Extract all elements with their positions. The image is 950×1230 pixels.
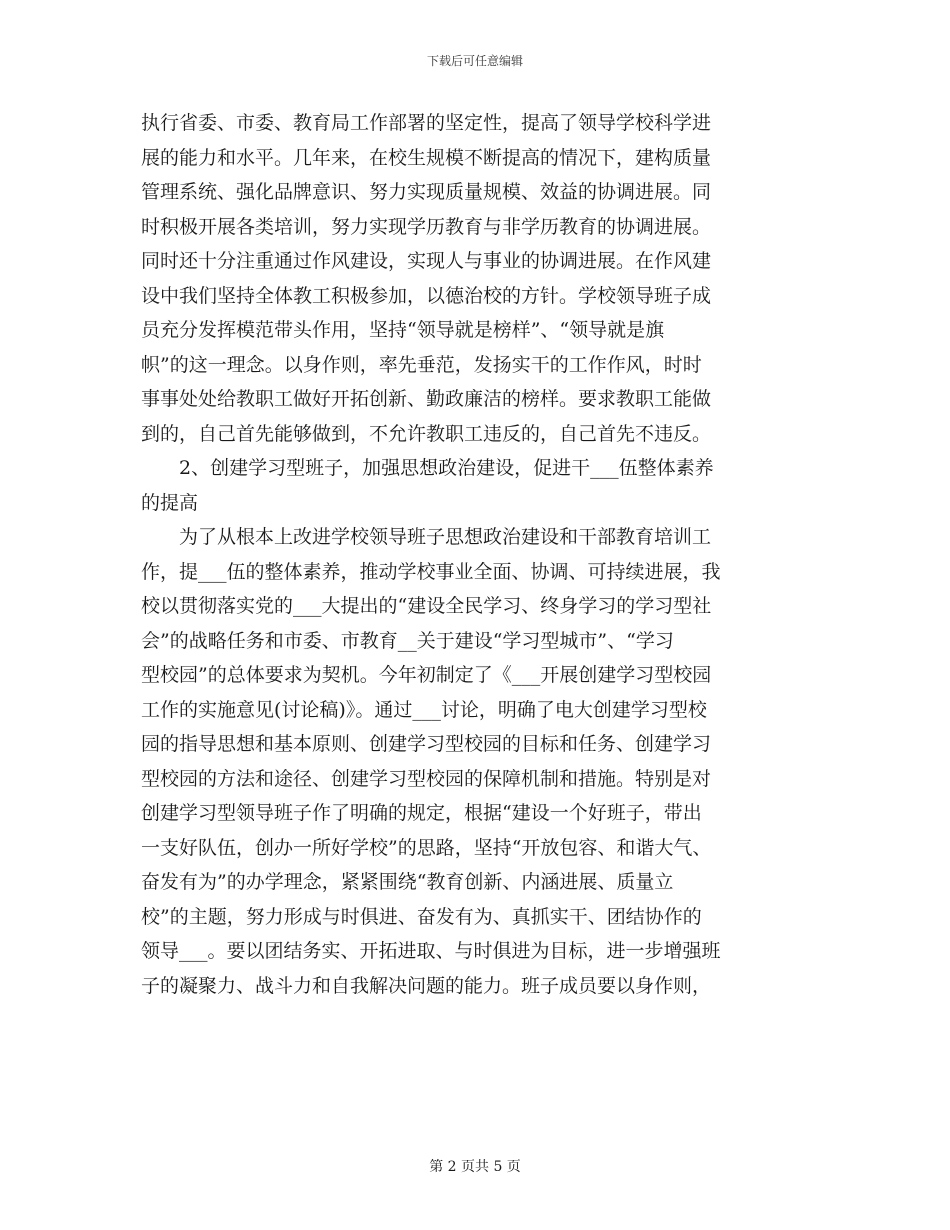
text-line: 事事处处给教职工做好开拓创新、勤政廉洁的榜样。要求教职工能做 (141, 388, 712, 410)
text-line: 作，提___伍的整体素养，推动学校事业全面、协调、可持续进展，我 (141, 560, 721, 583)
page-number: 第 2 页共 5 页 (429, 1159, 521, 1175)
text-line: 园的指导思想和基本原则、创建学习型校园的目标和任务、创建学习 (141, 733, 712, 755)
text-line: 到的，自己首先能够做到，不允许教职工违反的，自己首先不违反。 (141, 422, 712, 445)
document-body (141, 106, 809, 1003)
text-line: 时积极开展各类培训，努力实现学历教育与非学历教育的协调进展。 (141, 215, 712, 238)
text-line: 帜”的这一理念。以身作则，率先垂范，发扬实干的工作作风，时时 (141, 353, 702, 376)
text-line: 领导___。要以团结务实、开拓进取、与时俱进为目标，进一步增强班 (141, 940, 721, 962)
section-heading-line: 2、创建学习型班子，加强思想政治建设，促进干___伍整体素养 (141, 457, 714, 479)
text-line: 展的能力和水平。几年来，在校生规模不断提高的情况下，建构质量 (141, 146, 712, 169)
text-line: 奋发有为”的办学理念，紧紧围绕“教育创新、内涵进展、质量立 (141, 871, 674, 893)
text-line: 型校园的方法和途径、创建学习型校园的保障机制和措施。特别是对 (141, 767, 712, 790)
text-line: 执行省委、市委、教育局工作部署的坚定性，提高了领导学校科学进 (141, 112, 712, 134)
text-line: 会”的战略任务和市委、市教育__关于建设“学习型城市”、“学习 (141, 629, 674, 652)
text-line: 为了从根本上改进学校领导班子思想政治建设和干部教育培训工 (141, 526, 712, 548)
text-line: 一支好队伍，创办一所好学校”的思路，坚持“开放包容、和谐大气、 (141, 836, 712, 859)
text-line: 员充分发挥模范带头作用，坚持“领导就是榜样”、“领导就是旗 (141, 319, 665, 341)
section-heading-line: 的提高 (141, 491, 199, 514)
page-header-note: 下载后可任意编辑 (426, 54, 523, 68)
text-line: 管理系统、强化品牌意识、努力实现质量规模、效益的协调进展。同 (141, 181, 712, 203)
text-line: 设中我们坚持全体教工积极参加，以德治校的方针。学校领导班子成 (141, 284, 712, 307)
text-line: 同时还十分注重通过作风建设，实现人与事业的协调进展。在作风建 (141, 250, 712, 272)
text-line: 工作的实施意见(讨论稿)》。通过___讨论，明确了电大创建学习型校 (141, 698, 707, 721)
text-line: 创建学习型领导班子作了明确的规定，根据“建设一个好班子，带出 (141, 802, 702, 824)
text-line: 校以贯彻落实党的___大提出的“建设全民学习、终身学习的学习型社 (141, 595, 712, 617)
text-line: 校”的主题，努力形成与时俱进、奋发有为、真抓实干、团结协作的 (141, 905, 702, 928)
text-line: 型校园”的总体要求为契机。今年初制定了《___开展创建学习型校园 (141, 664, 712, 686)
text-line: 子的凝聚力、战斗力和自我解决问题的能力。班子成员要以身作则， (141, 974, 712, 997)
